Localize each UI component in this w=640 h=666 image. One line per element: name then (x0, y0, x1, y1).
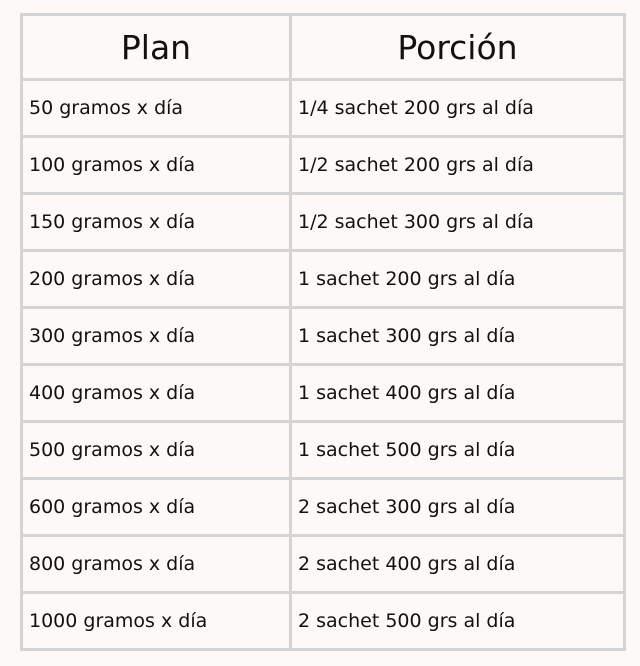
portion-cell: 1/2 sachet 200 grs al día (291, 137, 625, 194)
portion-cell: 2 sachet 500 grs al día (291, 593, 625, 650)
table-row (22, 251, 625, 308)
plan-cell: 50 gramos x día (22, 80, 291, 137)
table-row (22, 80, 625, 137)
portion-cell: 1 sachet 400 grs al día (291, 365, 625, 422)
plan-cell: 150 gramos x día (22, 194, 291, 251)
header-plan: Plan (22, 15, 291, 80)
plan-cell: 400 gramos x día (22, 365, 291, 422)
portion-cell: 1/2 sachet 300 grs al día (291, 194, 625, 251)
table-row (22, 536, 625, 593)
table-row (22, 422, 625, 479)
plan-cell: 800 gramos x día (22, 536, 291, 593)
portion-cell: 1 sachet 300 grs al día (291, 308, 625, 365)
plan-cell: 200 gramos x día (22, 251, 291, 308)
plan-cell: 100 gramos x día (22, 137, 291, 194)
plan-cell: 300 gramos x día (22, 308, 291, 365)
table-header-row (22, 15, 625, 80)
plan-cell: 500 gramos x día (22, 422, 291, 479)
plan-portion-table (20, 13, 626, 651)
plan-cell: 1000 gramos x día (22, 593, 291, 650)
plan-cell: 600 gramos x día (22, 479, 291, 536)
portion-cell: 1 sachet 200 grs al día (291, 251, 625, 308)
portion-cell: 2 sachet 400 grs al día (291, 536, 625, 593)
header-portion: Porción (291, 15, 625, 80)
portion-cell: 2 sachet 300 grs al día (291, 479, 625, 536)
table-row (22, 365, 625, 422)
portion-cell: 1/4 sachet 200 grs al día (291, 80, 625, 137)
table-row (22, 308, 625, 365)
table-row (22, 137, 625, 194)
plan-portion-table-container (20, 13, 623, 651)
table-row (22, 479, 625, 536)
table-row (22, 194, 625, 251)
portion-cell: 1 sachet 500 grs al día (291, 422, 625, 479)
table-row (22, 593, 625, 650)
